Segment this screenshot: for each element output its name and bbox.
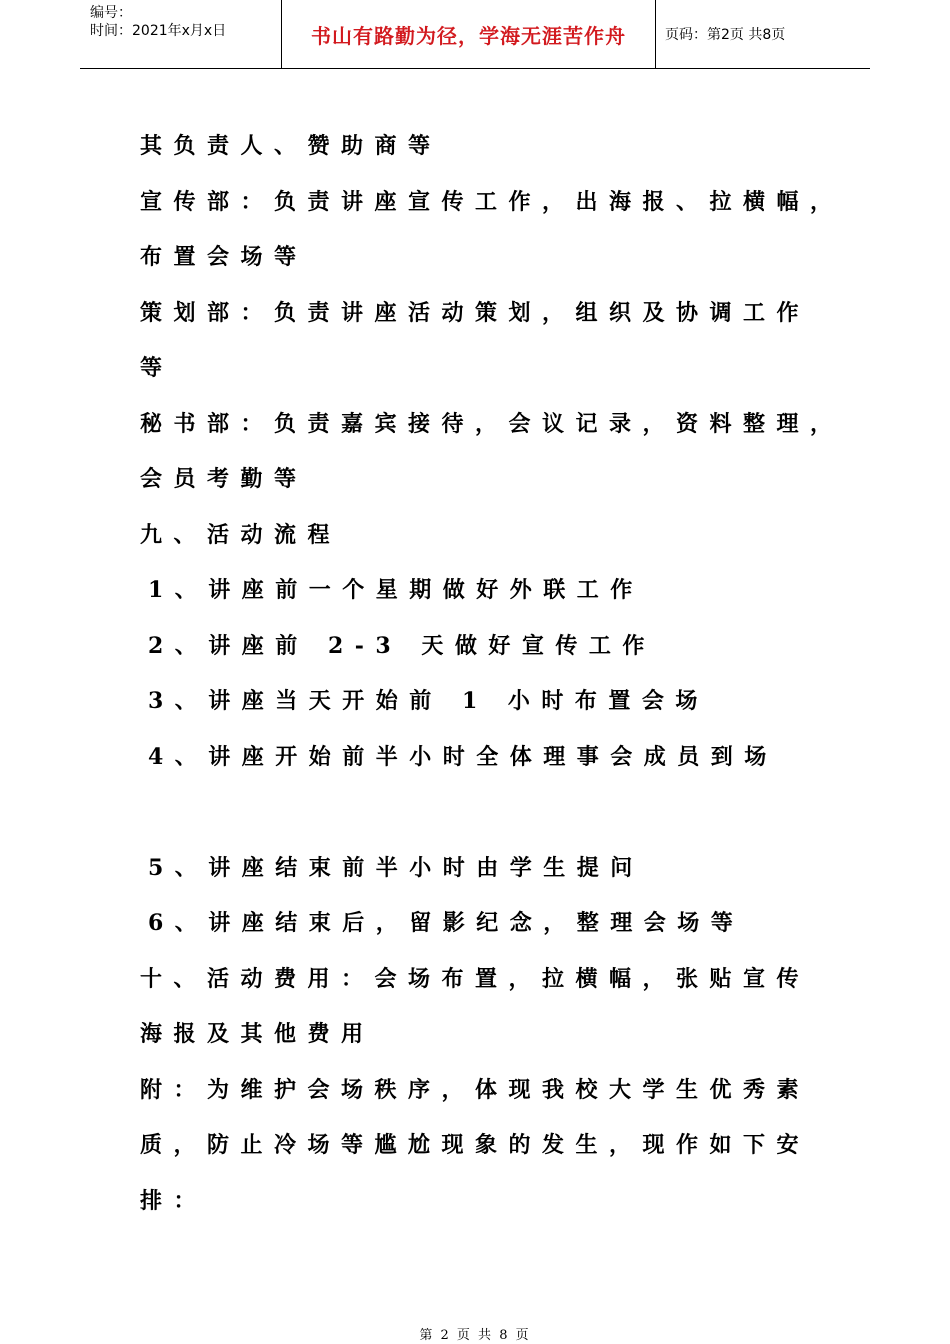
body-line: 海报及其他费用 bbox=[140, 1021, 375, 1047]
section-heading: 十、活动费用：会场布置，拉横幅，张贴宣传 bbox=[140, 966, 811, 992]
header-number-label: 编号： bbox=[90, 5, 132, 21]
header-page-info: 页码：第2页 共8页 bbox=[665, 27, 786, 43]
body-line: 会员考勤等 bbox=[140, 466, 308, 492]
body-line: 其负责人、赞助商等 bbox=[140, 133, 442, 159]
page-footer: 第 2 页 共 8 页 bbox=[419, 1328, 531, 1343]
header-meta bbox=[80, 0, 281, 68]
body-line: 策划部：负责讲座活动策划，组织及协调工作 bbox=[140, 300, 811, 326]
body-line: 排： bbox=[140, 1188, 208, 1214]
list-item: 3、讲座当天开始前 1 小时布置会场 bbox=[148, 688, 709, 714]
header-motto-cell bbox=[281, 0, 656, 68]
body-line: 附：为维护会场秩序，体现我校大学生优秀素 bbox=[140, 1077, 811, 1103]
list-item: 5、讲座结束前半小时由学生提问 bbox=[148, 855, 644, 881]
header-time-label: 时间：2021年x月x日 bbox=[90, 23, 227, 39]
body-line: 质，防止冷场等尴尬现象的发生，现作如下安 bbox=[140, 1132, 811, 1158]
header-motto: 书山有路勤为径，学海无涯苦作舟 bbox=[311, 23, 626, 48]
page-header bbox=[80, 0, 870, 69]
body-line: 秘书部：负责嘉宾接待，会议记录，资料整理， bbox=[140, 411, 844, 437]
body-line: 宣传部：负责讲座宣传工作，出海报、拉横幅， bbox=[140, 189, 844, 215]
body-line: 布置会场等 bbox=[140, 244, 308, 270]
list-item: 4、讲座开始前半小时全体理事会成员到场 bbox=[148, 744, 778, 770]
section-heading: 九、活动流程 bbox=[140, 522, 342, 548]
body-line: 等 bbox=[140, 355, 174, 381]
list-item: 1、讲座前一个星期做好外联工作 bbox=[148, 577, 644, 603]
list-item: 2、讲座前 2-3 天做好宣传工作 bbox=[148, 633, 656, 659]
list-item: 6、讲座结束后，留影纪念，整理会场等 bbox=[148, 910, 745, 936]
